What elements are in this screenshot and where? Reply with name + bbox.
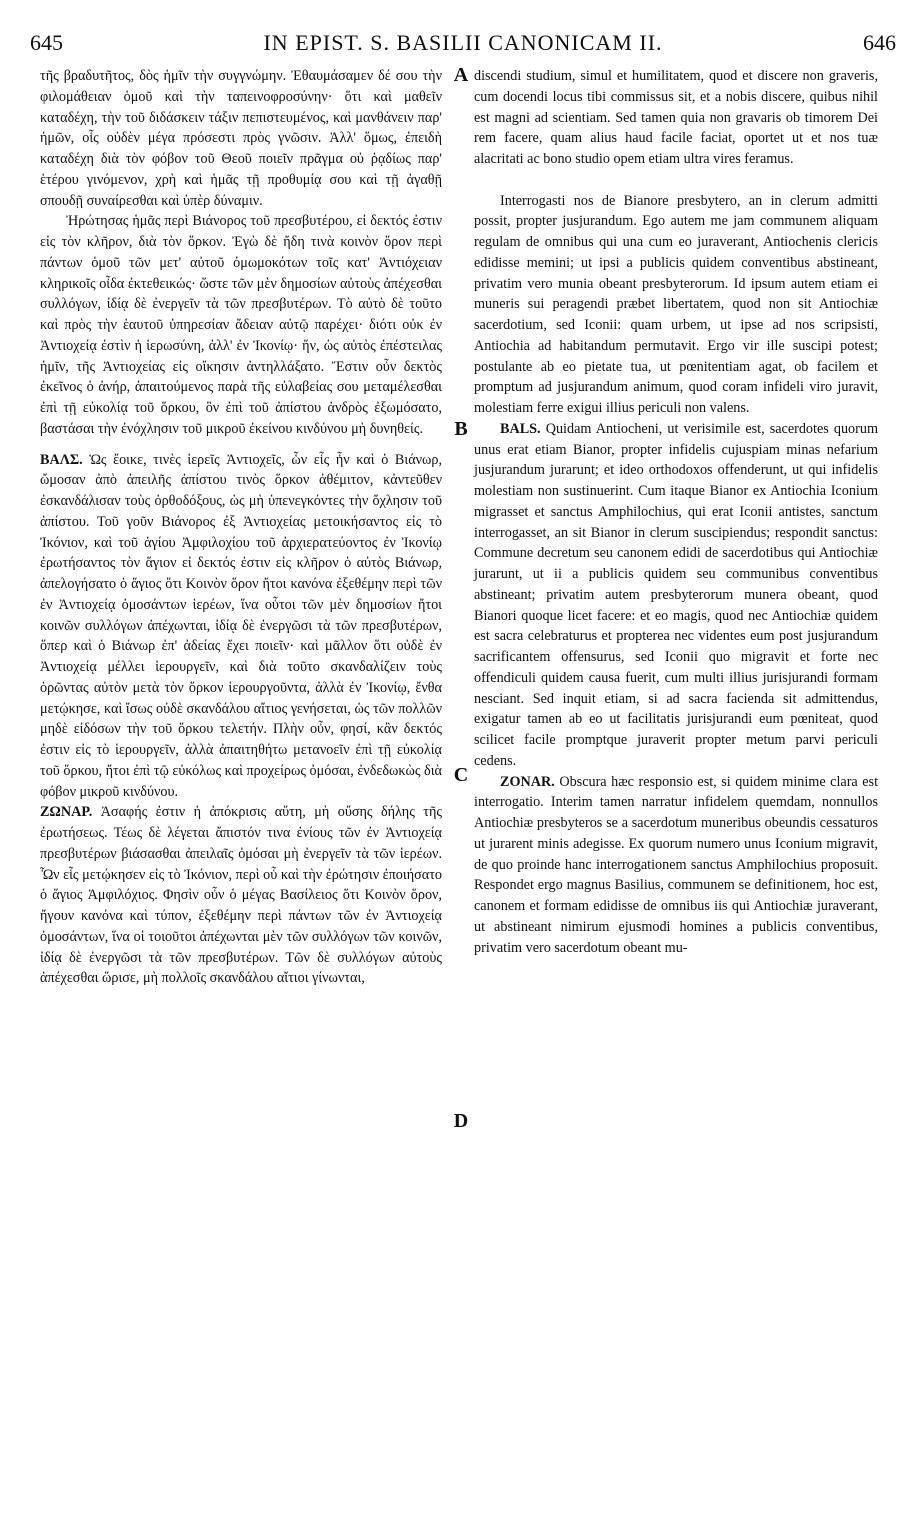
spacer — [474, 170, 878, 191]
page-number-left: 645 — [30, 30, 63, 55]
latin-column — [474, 66, 878, 958]
greek-paragraph-2: Ἠρώτησας ἡμᾶς περὶ Βιάνορος τοῦ πρεσβυτέρου, εἰ δεκτός ἐστιν εἰς τὸν κλῆρον, διὰ τὸν ὅρκον. Ἐγὼ δὲ ἤδη τινὰ κοινὸν ὅρον περὶ πάντων ὁμοῦ τῶν μετ' αὐτοῦ ὀμωμοκότων τοῖς κατ' Ἀντιόχειαν κληρικοῖς οἶδα ἐκτεθεικώς· ὥστε τῶν μὲν δημοσίων αὐτοὺς ἀπέχεσθαι συλλόγων, ἰδίᾳ δὲ ἐνεργεῖν τὰ τῶν πρεσβυτέρων. Τὸ αὐτὸ δὲ τοῦτο καὶ πρὸς τὴν ἑαυτοῦ ὑπηρεσίαν ἄδειαν αὐτῷ παρέχει· διότι οὐκ ἐν Ἀντιοχείᾳ ἐστὶν ἡ ἱερωσύνη, ἀλλ' ἐν Ἰκονίῳ· ἥν, ὡς αὐτὸς ἐπέστειλας ἡμῖν, τῆς Ἀντιοχείας εἰς οἴκησιν ἀντηλλάξατο. Ἔστιν οὖν δεκτὸς ἐκεῖνος ὁ ἀνήρ, ἀπαιτούμενος παρὰ τῆς εὐλαβείας σου μεταμέλεσθαι ἐπὶ τῇ εὐκολίᾳ τοῦ ὅρκου, ὃν ἐπὶ τοῦ ἀπίστου ἀνδρὸς ἐξωμόσατο, βαστάσαι τὴν ἐνόχλησιν τοῦ μικροῦ ἐκείνου κινδύνου μὴ δυνηθείς. — [40, 213, 442, 437]
zonaras-label-latin: ZONAR. — [500, 773, 555, 790]
balsamon-label-greek: ΒΑΛΣ. — [40, 451, 83, 468]
greek-balsamon-commentary — [40, 450, 442, 803]
latin-paragraph-2: Interrogasti nos de Bianore presbytero, an in clerum admitti possit, propter jusjurandum. Ego autem me jam communem aliquam regulam de omnibus qui una cum eo juraverant, Antiochenis clericis edidisse memini; ut ipsi a publicis quidem conventibus abstineant, privatim vero munia obeant presbyterorum. Id ipsum autem etiam ei muneris sui peragendi præbet libertatem, quod non sit Antiochiæ sacerdotium, sed Iconii: quam urbem, ut ipse ad nos scripsisti, Antiochia ad habitandum permutavit. Ergo vir ille suscipi potest; postulante ab eo pietate tua, ut pœnitentiam agat, ob facilem et promptum ad jusjurandum animum, quod coram infideli viro juravit, molestiam ferre exigui illius periculi non valens. — [474, 192, 878, 416]
latin-balsamon-commentary — [474, 419, 878, 772]
greek-paragraph-1: τῆς βραδυτῆτος, δὸς ἡμῖν τὴν συγγνώμην. Ἐθαυμάσαμεν δέ σου τὴν φιλομάθειαν ὁμοῦ καὶ τὴν ταπεινοφροσύνην· ὅτι καὶ μαθεῖν καταδέχη, τὴν τοῦ διδάσκειν τάξιν πεπιστευμένος, καὶ μανθάνειν παρ' ἡμῶν, οἷς οὐδὲν μέγα πρόσεστι πρὸς γνῶσιν. Ἀλλ' ὅμως, ἐπειδὴ καταδέχη διὰ τὸν φόβον τοῦ Θεοῦ ποιεῖν πρᾶγμα οὐ ῥᾳδίως παρ' ἑτέρου γινόμενον, χρὴ καὶ ἡμᾶς τῇ προθυμίᾳ σου καὶ τῇ ἀγαθῇ σπουδῇ συναίρεσθαι καὶ ὑπὲρ δύναμιν. — [40, 68, 442, 209]
zonaras-text-latin: Obscura hæc responsio est, si quidem minime clara est interrogatio. Interim tamen narratur infidelem quemdam, nonnullos Antiochiæ presbyteros se a sacerdotum muneribus obeundis cessaturos ut jurarent minis adegisse. Ex quorum numero unus Iconium migravit, de quo proinde hanc interrogationem sanctus Amphilochius proposuit. Respondet ergo magnus Basilius, communem se definitionem, hoc est, canonem et formam edidisse de omnibus iis qui Antiochiæ juraverant, ut abstineant nimirum ejusmodi homines a publicis conventibus, privatim vero sacerdotum obeant mu- — [474, 773, 879, 956]
balsamon-text-greek: Ὡς ἔοικε, τινὲς ἱερεῖς Ἀντιοχεῖς, ὧν εἷς ἦν καὶ ὁ Βιάνωρ, ὤμοσαν ἀπὸ ἀπειλῆς ἀπίστου τινὸς ὅρκον ἀθέμιτον, κἀντεῦθεν ἐσκανδάλισαν τοὺς ὀρθοδόξους, ὡς μὴ ὑπενεγκόντες τὴν ὄχλησιν τοῦ ἀπίστου. Τοῦ γοῦν Βιάνορος ἐξ Ἀντιοχείας μετοικήσαντος εἰς τὸ Ἰκόνιον, καὶ τοῦ ἁγίου Ἀμφιλοχίου τοῦ ἀρχιερατεύοντος ἐν Ἰκονίῳ ἐρωτήσαντος τὸν ἅγιον εἰ δεκτός ἐστιν εἰς κλῆρον ὁ αὐτὸς Βιάνωρ, ἀπελογήσατο ὁ ἅγιος ὅτι Κοινὸν ὅρον ἤτοι κανόνα ἐξεθέμην περὶ τῶν ἐν Ἀντιοχείᾳ ὀμοσάντων ἱερέων, ἵνα οὗτοι τῶν μὲν δημοσίων ἤτοι κοινῶν συλλόγων ἀπέχωνται, ἰδίᾳ δὲ ἐνεργῶσι τὰ τῶν πρεσβυτέρων, ὅπερ καὶ ὁ Βιάνωρ ἐπ' ἀδείας ἔχει ποιεῖν· καὶ μᾶλλον ὅτι οὐδὲ ἐν Ἀντιοχείᾳ μέλλει ἱερουργεῖν, καὶ διὰ τοῦτο σκανδαλίζειν τοὺς ὁρῶντας αὐτὸν μετὰ τὸν ὅρκον ἱερουργοῦντα, ἀλλὰ ἐν Ἰκονίῳ, ἔνθα μετῴκησε, καὶ ἴσως οὐδὲ σκανδάλου αἴτιος γενήσεται, ὡς τῶν πολλῶν μηδὲ εἰδόσων τὴν τοῦ ὅρκου τελετήν. Πλὴν οὖν, φησί, κἂν δεκτός ἐστιν εἰς τὸ ἱερουργεῖν, ἀλλὰ ἀπαιτηθήτω μετανοεῖν ἐπὶ τῇ εὐκολίᾳ τοῦ ὅρκου, ἤτοι ἐπὶ τῷ εὐκόλως καὶ προχείρως ὀμόσαι, ἐνδεδωκὼς διὰ φόβον μικροῦ κινδύνου. — [40, 451, 443, 800]
margin-letter-d: D — [453, 1110, 469, 1132]
balsamon-label-latin: BALS. — [500, 420, 541, 437]
running-title: IN EPIST. S. BASILII CANONICAM II. — [263, 30, 663, 55]
margin-letter-a: A — [453, 64, 469, 86]
greek-column — [40, 66, 442, 989]
latin-zonaras-commentary — [474, 772, 878, 959]
greek-zonaras-commentary — [40, 802, 442, 989]
margin-letter-c: C — [453, 764, 469, 786]
latin-paragraph-1: discendi studium, simul et humilitatem, quod et discere non graveris, cum docendi locus tibi commissus sit, et a nobis discere, quibus nihil est magni ad scientiam. Sed tamen quia non gravaris ob timorem Dei rem facere, quam alius haud facile faciat, oportet ut et nos tuæ alacritati ac bono studio opem etiam ultra vires feramus. — [474, 68, 878, 167]
margin-letter-b: B — [454, 418, 468, 440]
page-number-right: 646 — [863, 30, 896, 55]
balsamon-text-latin: Quidam Antiocheni, ut verisimile est, sacerdotes quorum unus erat etiam Bianor, propter infidelis cujuspiam minas nefarium jusjurandum jurarunt; et ideo orthodoxos offenderunt, ut qui infidelis molestiam non sustinuerint. Cum itaque Bianor ex Antiochia Iconium migrasset et sanctus Amphilochius, qui erat Iconii antistes, sanctum interrogasset, an sit Bianor in clerum suscipiendus; respondit sanctus: Commune decretum seu canonem edidi de sacerdotibus qui Antiochiæ jurarunt, ut ii a publicis quidem seu communibus conventibus abstineant; privatim autem presbyterorum munera obeant, quod Bianori quoque licet facere: et eo magis, quod nec Antiochiæ quidem est sacra celebraturus et propterea nec videntes eum post jusjurandum sacrificantem offensurus, sed Iconii quo migravit et forte nec offendiculi quidem causa fuerit, cum multi illius jurisjurandi formam nesciant. Sed inquit etiam, si ad sacra facienda sit admittendus, exigatur tamen ab eo ut facilitatis jurisjurandi eum pœniteat, quod scilicet facile promptque juraverit propter metum parvi periculi cedens. — [474, 420, 879, 769]
zonaras-label-greek: ΖΩΝΑΡ. — [40, 804, 93, 821]
zonaras-text-greek: Ἀσαφής ἐστιν ἡ ἀπόκρισις αὕτη, μὴ οὔσης δήλης τῆς ἐρωτήσεως. Τέως δὲ λέγεται ἄπιστόν τινα ἐνίους τῶν ἐν Ἀντιοχείᾳ πρεσβυτέρων βιάσασθαι ἀπειλαῖς ὀμόσαι μὴ ἐνεργεῖν τὰ τῶν ἱερέων. Ὧν εἷς μετῴκησεν εἰς τὸ Ἰκόνιον, περὶ οὗ καὶ τὴν ἐρώτησιν ἐποιήσατο ὁ ἅγιος Ἀμφιλόχιος. Φησὶν οὖν ὁ μέγας Βασίλειος ὅτι Κοινὸν ὅρον, ἤγουν κανόνα καὶ τύπον, ἐξεθέμην περὶ πάντων τῶν ἐν Ἀντιοχείᾳ ὀμοσάντων, ἵνα οἱ τοιοῦτοι ἀπέχωνται μὲν τῶν συλλόγων τῶν κοινῶν, ἰδίᾳ δὲ ἐνεργῶσι τὰ τῶν πρεσβυτέρων. Τῶν δὲ συλλόγων αὐτοὺς ἀπέχεσθαι ὥρισε, μὴ πολλοῖς σκανδάλου αἴτιοι γίνωνται, — [40, 804, 443, 987]
running-header — [30, 30, 896, 60]
